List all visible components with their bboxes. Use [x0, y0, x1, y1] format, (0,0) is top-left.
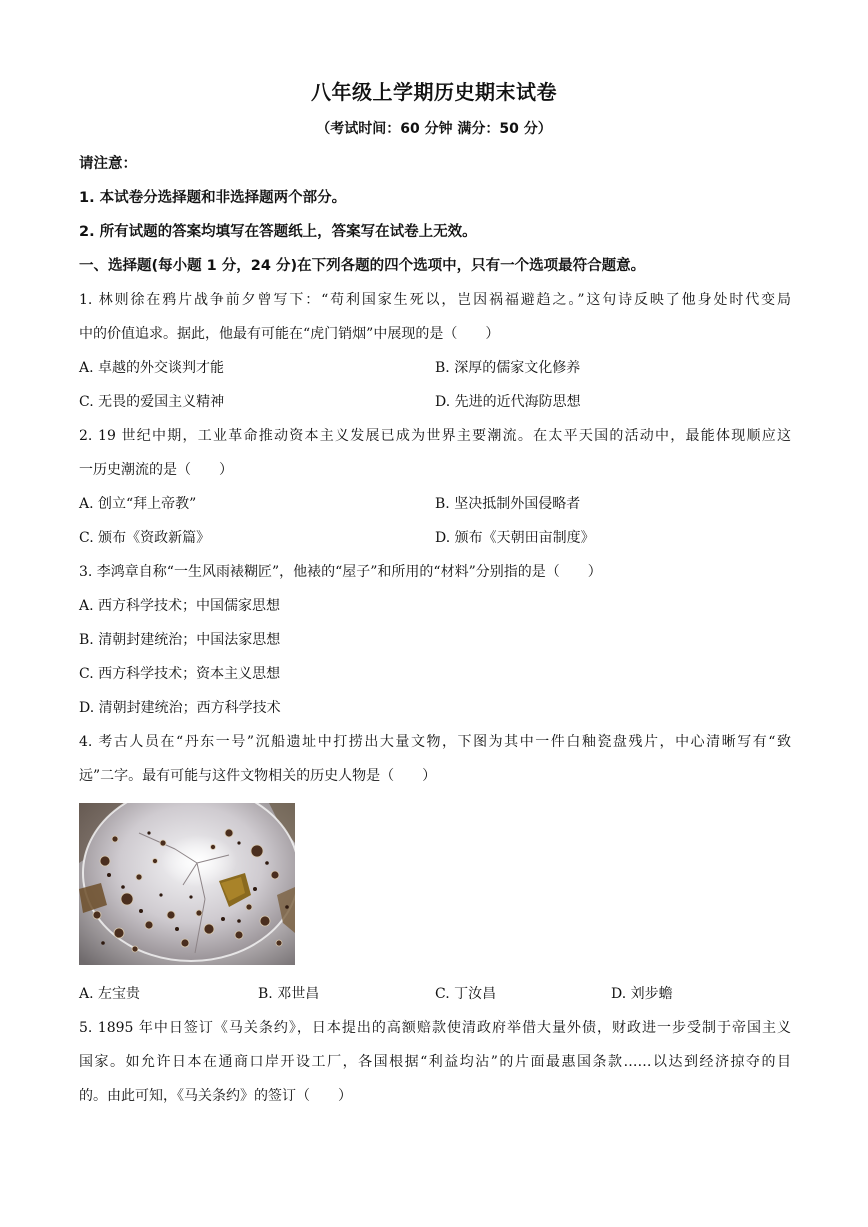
q3-option-a: A. 西方科学技术；中国儒家思想: [79, 598, 281, 614]
q1-option-b: B. 深厚的儒家文化修养: [435, 360, 581, 376]
q2-option-d: D. 颁布《天朝田亩制度》: [435, 530, 595, 546]
q3-option-c: C. 西方科学技术；资本主义思想: [79, 666, 281, 682]
q5-stem-line-1: 5. 1895 年中日签订《马关条约》，日本提出的高额赔款使清政府举借大量外债，财政进一步受制于帝国主义: [79, 1020, 791, 1036]
q1-stem-line-2: 中的价值追求。据此，他最有可能在“虎门销烟”中展现的是（ ）: [79, 326, 500, 342]
q2-stem-line-1: 2. 19 世纪中期，工业革命推动资本主义发展已成为世界主要潮流。在太平天国的活动中，最能体现顺应这: [79, 428, 791, 444]
notice-item-1: 1. 本试卷分选择题和非选择题两个部分。: [79, 190, 347, 206]
q3-option-d: D. 清朝封建统治；西方科学技术: [79, 700, 281, 716]
q3-option-b: B. 清朝封建统治；中国法家思想: [79, 632, 281, 648]
q1-option-c: C. 无畏的爱国主义精神: [79, 394, 225, 410]
q1-option-d: D. 先进的近代海防思想: [435, 394, 581, 410]
q4-stem-line-1: 4. 考古人员在“丹东一号”沉船遗址中打捞出大量文物，下图为其中一件白釉瓷盘残片，中心清晰写有“致: [79, 734, 791, 750]
q1-stem-line-1: 1. 林则徐在鸦片战争前夕曾写下：“苟利国家生死以，岂因祸福避趋之。”这句诗反映了他身处时代变局: [79, 292, 791, 308]
q4-option-c: C. 丁汝昌: [435, 986, 497, 1002]
q4-stem-line-2: 远”二字。最有可能与这件文物相关的历史人物是（ ）: [79, 768, 437, 784]
q1-option-a: A. 卓越的外交谈判才能: [79, 360, 225, 376]
q4-option-a: A. 左宝贵: [79, 986, 141, 1002]
q2-stem-line-2: 一历史潮流的是（ ）: [79, 462, 233, 478]
q5-stem-line-2: 国家。如允许日本在通商口岸开设工厂，各国根据“利益均沾”的片面最惠国条款……以达到经济掠夺的目: [79, 1054, 791, 1070]
notice-heading: 请注意：: [79, 156, 137, 172]
porcelain-plate-fragment-image: [79, 803, 295, 965]
q3-stem: 3. 李鸿章自称“一生风雨裱糊匠”，他裱的“屋子”和所用的“材料”分别指的是（ ）: [79, 564, 602, 580]
q4-option-d: D. 刘步蟾: [611, 986, 673, 1002]
section-heading-choice: 一、选择题(每小题 1 分，24 分)在下列各题的四个选项中，只有一个选项最符合题意。: [79, 258, 646, 274]
q2-option-b: B. 坚决抵制外国侵略者: [435, 496, 581, 512]
q2-option-a: A. 创立“拜上帝教”: [79, 496, 197, 512]
exam-subtitle: （考试时间：60 分钟 满分：50 分）: [316, 121, 552, 137]
porcelain-plate-fragment-drawing: [79, 803, 295, 965]
q2-option-c: C. 颁布《资政新篇》: [79, 530, 211, 546]
notice-item-2: 2. 所有试题的答案均填写在答题纸上，答案写在试卷上无效。: [79, 224, 477, 240]
q5-stem-line-3: 的。由此可知，《马关条约》的签订（ ）: [79, 1088, 352, 1104]
exam-title: 八年级上学期历史期末试卷: [311, 80, 557, 104]
q4-option-b: B. 邓世昌: [258, 986, 320, 1002]
